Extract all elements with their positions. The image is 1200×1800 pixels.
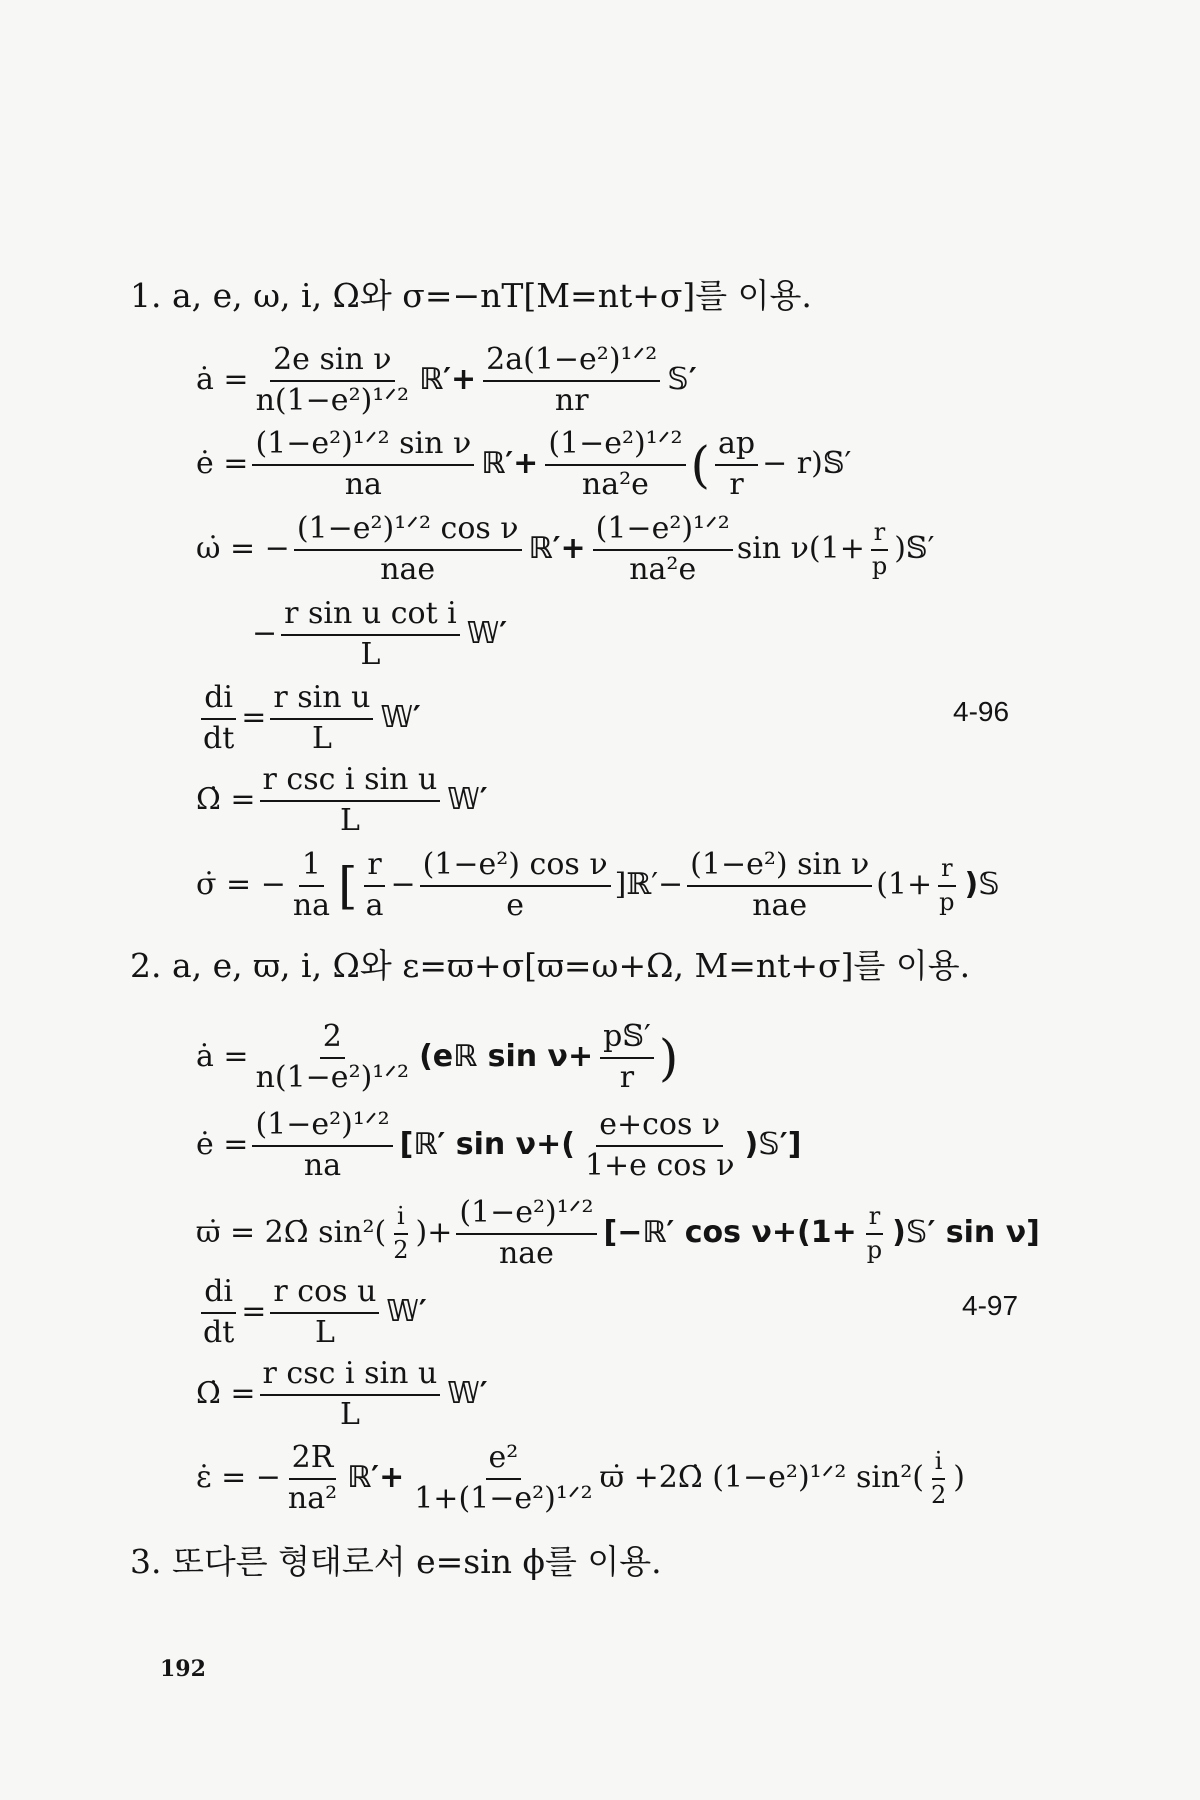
term: ε̇ = − (196, 1460, 281, 1496)
numerator: (1−e²)¹ᐟ² (545, 427, 685, 466)
term: − (390, 867, 416, 903)
eq-1-omega-dot (196, 512, 934, 587)
page-number: 192 (160, 1656, 206, 1682)
term: ϖ̇ +2Ω̇ (1−e²)¹ᐟ² sin²( (599, 1460, 924, 1496)
equation-label: 4-97 (962, 1290, 1019, 1321)
term: ℝ′+ (481, 446, 539, 482)
eq-2-Omega-dot (196, 1357, 491, 1432)
eq-1-a-dot (196, 343, 700, 418)
numerator: r csc i sin u (260, 763, 441, 802)
numerator: 2 (320, 1020, 345, 1059)
denominator: p (871, 551, 888, 580)
term: ω̇ = − (196, 531, 290, 567)
denominator: na² (287, 1480, 338, 1516)
numerator: di (201, 681, 236, 720)
section-3-heading: 3. 또다른 형태로서 e=sin ϕ를 이용. (130, 1542, 662, 1581)
numerator: 2a(1−e²)¹ᐟ² (483, 343, 660, 382)
eq-2-a-dot (196, 1020, 679, 1095)
term: 𝕊′ (667, 362, 697, 398)
denominator: nae (498, 1235, 554, 1271)
term: Ω̇ = (196, 782, 256, 818)
numerator: r cos u (270, 1275, 379, 1314)
numerator: r csc i sin u (260, 1357, 441, 1396)
term: ȧ = (196, 1039, 249, 1075)
numerator: i (394, 1203, 408, 1235)
numerator: r sin u (270, 681, 373, 720)
denominator: r (729, 466, 744, 502)
eq-1-i-dot (196, 681, 424, 756)
denominator: n(1−e²)¹ᐟ² (255, 1059, 410, 1095)
numerator: (1−e²) sin ν (687, 848, 872, 887)
eq-1-Omega-dot (196, 763, 491, 838)
term: ) (953, 1460, 965, 1496)
term: − (252, 616, 278, 652)
denominator: na (303, 1147, 342, 1183)
term: ϖ̇ = 2Ω̇ sin²( (196, 1215, 387, 1251)
numerator: i (932, 1448, 946, 1480)
term: σ̇ = − (196, 867, 286, 903)
denominator: 1+(1−e²)¹ᐟ² (414, 1480, 593, 1516)
denominator: L (339, 802, 360, 838)
denominator: L (339, 1396, 360, 1432)
term: (1+ (876, 867, 933, 903)
term: sin ν(1+ (736, 531, 865, 567)
denominator: na (344, 466, 382, 502)
numerator: (1−e²)¹ᐟ² (456, 1196, 596, 1235)
numerator: (1−e²)¹ᐟ² (252, 1108, 392, 1147)
numerator: ap (715, 427, 758, 466)
numerator: r (866, 1203, 883, 1235)
denominator: L (314, 1314, 335, 1350)
term: ℝ′+ (528, 531, 586, 567)
term: (eℝ sin ν+ (419, 1039, 594, 1075)
numerator: p𝕊′ (600, 1020, 654, 1059)
term: 𝕎′ (447, 1376, 488, 1412)
term: )𝕊 (964, 867, 1000, 903)
bracket: [ (338, 856, 358, 915)
numerator: di (201, 1275, 236, 1314)
denominator: L (311, 720, 332, 756)
term: ė = (196, 1127, 249, 1163)
denominator: e (506, 887, 524, 923)
term: 𝕎′ (447, 782, 488, 818)
numerator: (1−e²)¹ᐟ² cos ν (294, 512, 522, 551)
numerator: (1−e²) cos ν (420, 848, 611, 887)
numerator: 1 (299, 848, 324, 887)
denominator: 2 (930, 1480, 947, 1509)
denominator: p (866, 1235, 883, 1264)
term: )+ (415, 1215, 453, 1251)
paren: ) (658, 1028, 679, 1087)
eq-2-epsilon-dot (196, 1441, 965, 1516)
term: ]ℝ′− (614, 867, 684, 903)
numerator: r (938, 855, 955, 887)
denominator: L (360, 636, 381, 672)
eq-1-sigma-dot (196, 848, 1003, 923)
denominator: nae (380, 551, 436, 587)
term: ℝ′+ (347, 1460, 405, 1496)
term: Ω̇ = (196, 1376, 256, 1412)
denominator: 2 (393, 1235, 409, 1264)
term: 𝕎′ (380, 700, 421, 736)
numerator: (1−e²)¹ᐟ² sin ν (252, 427, 474, 466)
numerator: r (871, 519, 888, 551)
denominator: na (292, 887, 331, 923)
denominator: r (619, 1059, 635, 1095)
term: − r)𝕊′ (762, 446, 852, 482)
section-1-heading: 1. a, e, ω, i, Ω와 σ=−nT[M=nt+σ]를 이용. (130, 276, 812, 315)
eq-1-omega-dot-cont (252, 597, 510, 672)
equation-label: 4-96 (953, 696, 1010, 727)
denominator: nae (752, 887, 808, 923)
term: )𝕊′ sin ν] (892, 1215, 1040, 1251)
numerator: (1−e²)¹ᐟ² (593, 512, 733, 551)
term: [ℝ′ sin ν+( (399, 1127, 575, 1163)
paren: ( (690, 435, 711, 494)
numerator: r (364, 848, 384, 887)
numerator: 2R (289, 1441, 337, 1480)
denominator: a (365, 887, 384, 923)
term: 𝕎′ (386, 1294, 427, 1330)
numerator: e+cos ν (596, 1108, 723, 1147)
term: [−ℝ′ cos ν+(1+ (603, 1215, 857, 1251)
term: = (241, 1294, 267, 1330)
denominator: dt (203, 720, 235, 756)
denominator: n(1−e²)¹ᐟ² (255, 382, 410, 418)
eq-1-e-dot (196, 427, 851, 502)
term: ȧ = (196, 362, 249, 398)
eq-2-i-dot (196, 1275, 430, 1350)
denominator: nr (554, 382, 589, 418)
term: ė = (196, 446, 249, 482)
term: )𝕊′] (744, 1127, 802, 1163)
term: = (241, 700, 267, 736)
term: )𝕊′ (894, 531, 935, 567)
denominator: na²e (581, 466, 649, 502)
denominator: 1+e cos ν (584, 1147, 735, 1183)
numerator: e² (486, 1441, 522, 1480)
section-2-heading: 2. a, e, ϖ, i, Ω와 ε=ϖ+σ[ϖ=ω+Ω, M=nt+σ]를 이용. (130, 946, 971, 985)
denominator: p (939, 887, 955, 916)
eq-2-varpi-dot (196, 1196, 1043, 1271)
denominator: dt (203, 1314, 235, 1350)
numerator: r sin u cot i (281, 597, 460, 636)
denominator: na²e (629, 551, 697, 587)
eq-2-e-dot (196, 1108, 804, 1183)
numerator: 2e sin ν (270, 343, 394, 382)
term: 𝕎′ (466, 616, 508, 652)
term: ℝ′+ (419, 362, 477, 398)
